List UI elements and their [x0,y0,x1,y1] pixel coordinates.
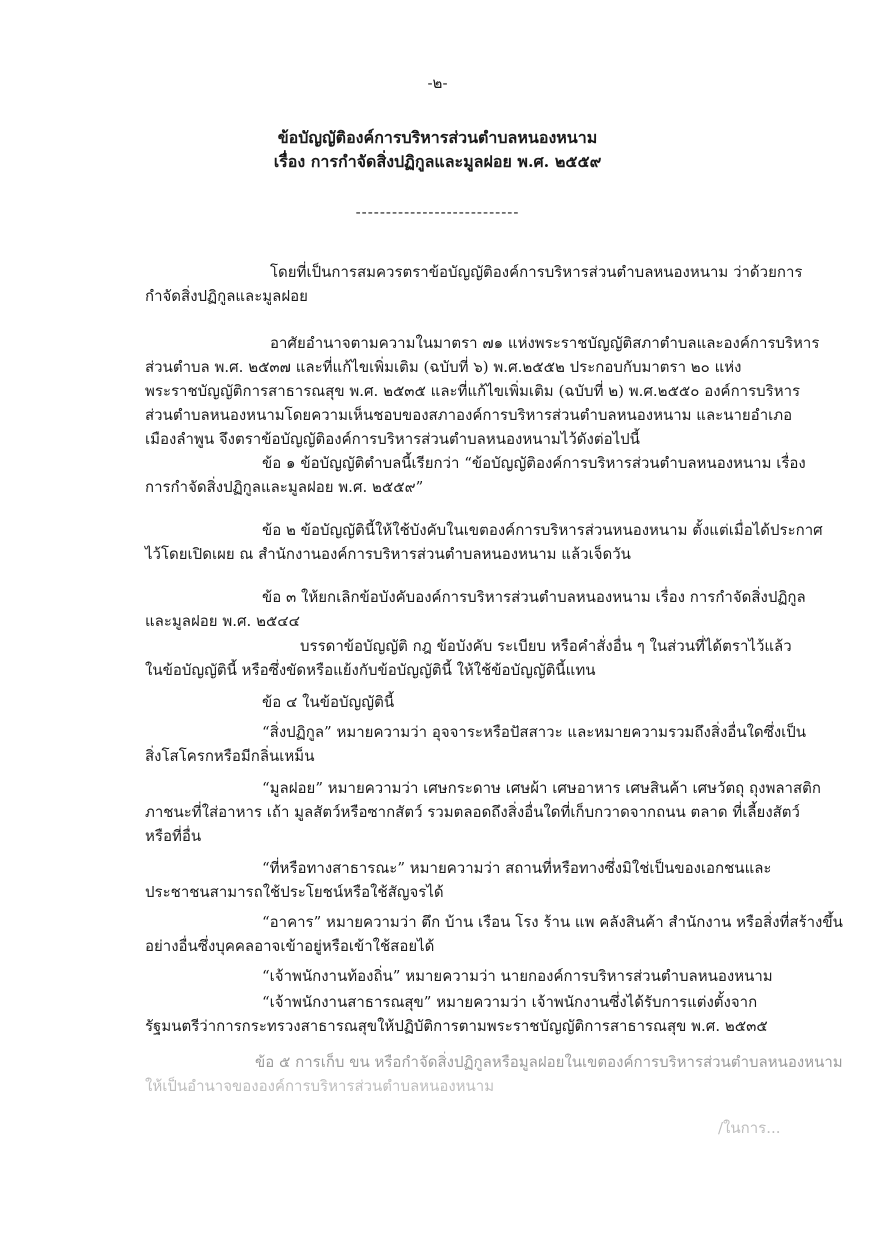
section-3-line1: ข้อ ๓ ให้ยกเลิกข้อบังคับองค์การบริหารส่วนตำบลหนองหนาม เรื่อง การกำจัดสิ่งปฏิกูล [262,588,806,606]
section-3b-line1: บรรดาข้อบัญญัติ กฎ ข้อบังคับ ระเบียบ หรือคำสั่งอื่น ๆ ในส่วนที่ได้ตราไว้แล้ว [300,637,792,655]
definition-building-line2: อย่างอื่นซึ่งบุคคลอาจเข้าอยู่หรือเข้าใช้สอยได้ [145,937,435,955]
preamble-p1-line2: กำจัดสิ่งปฏิกูลและมูลฝอย [145,287,308,305]
definition-building-line1: “อาคาร” หมายความว่า ตึก บ้าน เรือน โรง ร้าน แพ คลังสินค้า สำนักงาน หรือสิ่งที่สร้างขึ้น [262,913,843,931]
section-2-line2: ไว้โดยเปิดเผย ณ สำนักงานองค์การบริหารส่วนตำบลหนองหนาม แล้วเจ็ดวัน [145,545,631,563]
definition-waste-line2: สิ่งโสโครกหรือมีกลิ่นเหม็น [145,747,315,765]
preamble-p2-line2: ส่วนตำบล พ.ศ. ๒๕๓๗ และที่แก้ไขเพิ่มเติม (ฉบับที่ ๖) พ.ศ.๒๕๕๒ ประกอบกับมาตรา ๒๐ แห่ง [145,358,742,376]
preamble-p2-line1: อาศัยอำนาจตามความในมาตรา ๗๑ แห่งพระราชบัญญัติสภาตำบลและองค์การบริหาร [270,334,820,352]
section-5-line1: ข้อ ๕ การเก็บ ขน หรือกำจัดสิ่งปฏิกูลหรือมูลฝอยในเขตองค์การบริหารส่วนตำบลหนองหนาม [255,1053,843,1071]
definition-public-place-line1: “ที่หรือทางสาธารณะ” หมายความว่า สถานที่หรือทางซึ่งมิใช่เป็นของเอกชนและ [262,859,772,877]
section-4-heading: ข้อ ๔ ในข้อบัญญัตินี้ [262,693,395,711]
section-1-line1: ข้อ ๑ ข้อบัญญัติตำบลนี้เรียกว่า “ข้อบัญญัติองค์การบริหารส่วนตำบลหนองหนาม เรื่อง [262,454,806,472]
section-5-line2: ให้เป็นอำนาจขององค์การบริหารส่วนตำบลหนองหนาม [145,1077,495,1095]
definition-health-officer-line2: รัฐมนตรีว่าการกระทรวงสาธารณสุขให้ปฏิบัติการตามพระราชบัญญัติการสาธารณสุข พ.ศ. ๒๕๓๕ [145,1017,768,1035]
definition-garbage-line1: “มูลฝอย” หมายความว่า เศษกระดาษ เศษผ้า เศษอาหาร เศษสินค้า เศษวัตถุ ถุงพลาสติก [262,779,821,797]
definition-waste-line1: “สิ่งปฏิกูล” หมายความว่า อุจจาระหรือปัสสาวะ และหมายความรวมถึงสิ่งอื่นใดซึ่งเป็น [262,723,807,741]
section-2-line1: ข้อ ๒ ข้อบัญญัตินี้ให้ใช้บังคับในเขตองค์การบริหารส่วนหนองหนาม ตั้งแต่เมื่อได้ประกาศ [262,521,823,539]
section-3-line2: และมูลฝอย พ.ศ. ๒๕๔๔ [145,612,301,630]
definition-public-place-line2: ประชาชนสามารถใช้ประโยชน์หรือใช้สัญจรได้ [145,883,444,901]
preamble-p2-line5: เมืองลำพูน จึงตราข้อบัญญัติองค์การบริหารส่วนตำบลหนองหนามไว้ดังต่อไปนี้ [145,430,640,448]
definition-local-officer: “เจ้าพนักงานท้องถิ่น” หมายความว่า นายกองค์การบริหารส่วนตำบลหนองหนาม [262,967,773,985]
title-separator: --------------------------- [355,203,520,221]
preamble-p2-line4: ส่วนตำบลหนองหนามโดยความเห็นชอบของสภาองค์การบริหารส่วนตำบลหนองหนาม และนายอำเภอ [145,406,793,424]
preamble-p1-line1: โดยที่เป็นการสมควรตราข้อบัญญัติองค์การบริหารส่วนตำบลหนองหนาม ว่าด้วยการ [270,263,803,281]
definition-garbage-line3: หรือที่อื่น [145,827,202,845]
definition-garbage-line2: ภาชนะที่ใส่อาหาร เถ้า มูลสัตว์หรือซากสัตว์ รวมตลอดถึงสิ่งอื่นใดที่เก็บกวาดจากถนน ตลาด ที่เลี้ยงสัตว์ [145,803,800,821]
definition-health-officer-line1: “เจ้าพนักงานสาธารณสุข” หมายความว่า เจ้าพนักงานซึ่งได้รับการแต่งตั้งจาก [262,993,758,1011]
continuation-marker: /ในการ... [718,1119,781,1137]
document-title: ข้อบัญญัติองค์การบริหารส่วนตำบลหนองหนาม [277,128,598,147]
document-subtitle: เรื่อง การกำจัดสิ่งปฏิกูลและมูลฝอย พ.ศ. ๒๕๕๙ [273,152,602,171]
page-number: -๒- [427,74,448,92]
section-1-line2: การกำจัดสิ่งปฏิกูลและมูลฝอย พ.ศ. ๒๕๕๙” [145,478,424,496]
preamble-p2-line3: พระราชบัญญัติการสาธารณสุข พ.ศ. ๒๕๓๕ และที่แก้ไขเพิ่มเติม (ฉบับที่ ๒) พ.ศ.๒๕๕๐ องค์การบริหาร [145,382,801,400]
section-3b-line2: ในข้อบัญญัตินี้ หรือซึ่งขัดหรือแย้งกับข้อบัญญัตินี้ ให้ใช้ข้อบัญญัตินี้แทน [145,661,596,679]
